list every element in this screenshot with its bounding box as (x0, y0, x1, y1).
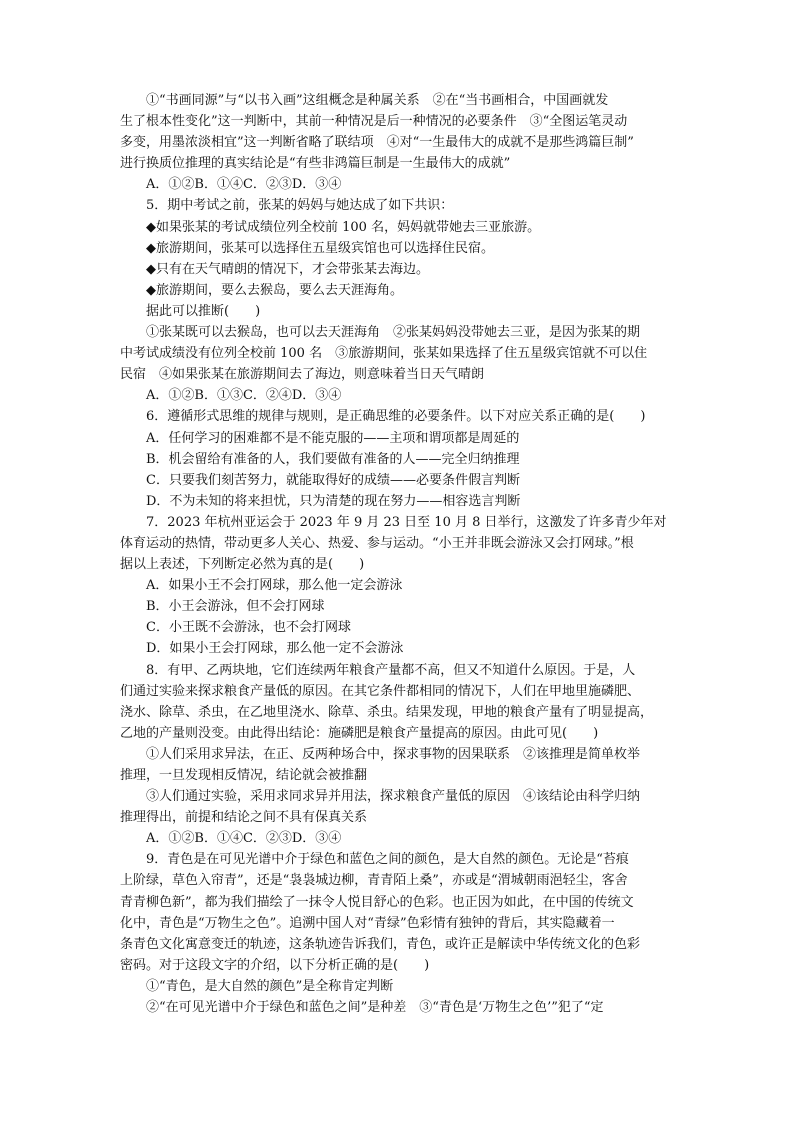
text-line: 据以上表述，下列断定必然为真的是( ) (120, 557, 365, 573)
text-line: ◆如果张某的考试成绩位列全校前 100 名，妈妈就带她去三亚旅游。 (146, 219, 541, 235)
text-line: C．只要我们刻苦努力，就能取得好的成绩——必要条件假言判断 (146, 472, 520, 488)
text-line: ◆旅游期间，要么去猴岛，要么去天涯海角。 (146, 282, 403, 298)
text-line: ③人们通过实验，采用求同求异并用法，探求粮食产量低的原因 ④该结论由科学归纳 (146, 789, 641, 805)
text-line: 民宿 ④如果张某在旅游期间去了海边，则意味着当日天气晴朗 (120, 367, 485, 383)
text-line: 体育运动的热情，带动更多人关心、热爱、参与运动。“小王并非既会游泳又会打网球。”根 (120, 535, 634, 551)
text-line: 中考试成绩没有位列全校前 100 名 ③旅游期间，张某如果选择了住五星级宾馆就不可以住 (120, 346, 648, 362)
text-line: A．①②B．①④C．②③D．③④ (146, 177, 342, 193)
text-line: 9．青色是在可见光谱中介于绿色和蓝色之间的颜色，是大自然的颜色。无论是“苔痕 (146, 852, 629, 868)
text-line: ①“青色，是大自然的颜色”是全称肯定判断 (146, 978, 394, 994)
text-line: ①“书画同源”与“以书入画”这组概念是种属关系 ②在“当书画相合，中国画就发 (146, 93, 609, 108)
text-line: A．如果小王不会打网球，那么他一定会游泳 (146, 578, 403, 594)
text-line: 青青柳色新”，都为我们描绘了一抹令人悦目舒心的色彩。也正因为如此，在中国的传统文 (120, 894, 634, 910)
text-line: ◆只有在天气晴朗的情况下，才会带张某去海边。 (146, 261, 429, 277)
text-line: 进行换质位推理的真实结论是“有些非鸿篇巨制是一生最伟大的成就” (120, 156, 511, 172)
text-line: A．①②B．①③C．②④D．③④ (146, 388, 342, 404)
text-line: 推理得出，前提和结论之间不具有保真关系 (120, 810, 368, 826)
text-line: A．①②B．①④C．②③D．③④ (146, 831, 342, 847)
text-line: 多变，用墨浓淡相宜”这一判断省略了联结项 ④对“一生最伟大的成就不是那些鸿篇巨制” (120, 135, 634, 151)
text-line: 8．有甲、乙两块地，它们连续两年粮食产量都不高，但又不知道什么原因。于是，人 (146, 662, 636, 678)
text-line: A．任何学习的困难都不是不能克服的——主项和谓项都是周延的 (146, 430, 520, 446)
text-line: 密码。对于这段文字的介绍，以下分析正确的是( ) (120, 957, 430, 973)
document-page (120, 90, 675, 1018)
text-line: 浇水、除草、杀虫，在乙地里浇水、除草、杀虫。结果发现，甲地的粮食产量有了明显提高， (120, 704, 654, 720)
text-line: 6．遵循形式思维的规律与规则，是正确思维的必要条件。以下对应关系正确的是( ) (146, 409, 646, 425)
text-line: C．小王既不会游泳，也不会打网球 (146, 620, 351, 636)
text-line: D．如果小王会打网球，那么他一定不会游泳 (146, 641, 404, 657)
text-line: 们通过实验来探求粮食产量低的原因。在其它条件都相同的情况下，人们在甲地里施磷肥、 (120, 683, 641, 699)
text-line: ②“在可见光谱中介于绿色和蓝色之间”是种差 ③“青色是‘万物生之色’”犯了“定 (146, 1000, 604, 1016)
text-line: ◆旅游期间，张某可以选择住五星级宾馆也可以选择住民宿。 (146, 240, 494, 256)
text-line: B．机会留给有准备的人，我们要做有准备的人——完全归纳推理 (146, 451, 520, 467)
text-line: 化中，青色是“万物生之色”。追溯中国人对“青绿”色彩情有独钟的背后，其实隐藏着一 (120, 915, 615, 931)
text-line: 据此可以推断( ) (146, 303, 261, 319)
text-line: B．小王会游泳，但不会打网球 (146, 599, 325, 615)
text-line: 5．期中考试之前，张某的妈妈与她达成了如下共识： (146, 198, 454, 214)
text-line: ①张某既可以去猴岛，也可以去天涯海角 ②张某妈妈没带她去三亚，是因为张某的期 (146, 325, 641, 341)
text-line: ①人们采用求异法，在正、反两种场合中，探求事物的因果联系 ②该推理是简单枚举 (146, 746, 641, 762)
text-line: D．不为未知的将来担忧，只为清楚的现在努力——相容选言判断 (146, 493, 521, 509)
text-line: 条青色文化寓意变迁的轨迹，这条轨迹告诉我们，青色，或许正是解读中华传统文化的色彩 (120, 936, 641, 952)
text-line: 生了根本性变化”这一判断中，其前一种情况是后一种情况的必要条件 ③“全图运笔灵动 (120, 114, 628, 130)
text-line: 7．2023 年杭州亚运会于 2023 年 9 月 23 日至 10 月 8 日举行，这激发了许多青少年对 (146, 514, 667, 530)
text-line: 乙地的产量则没变。由此得出结论：施磷肥是粮食产量提高的原因。由此可见( ) (120, 725, 599, 741)
text-line: 上阶绿，草色入帘青”，还是“袅袅城边柳，青青陌上桑”，亦或是“渭城朝雨浥轻尘，客舍 (120, 873, 628, 889)
text-line: 推理，一旦发现相反情况，结论就会被推翻 (120, 768, 368, 783)
